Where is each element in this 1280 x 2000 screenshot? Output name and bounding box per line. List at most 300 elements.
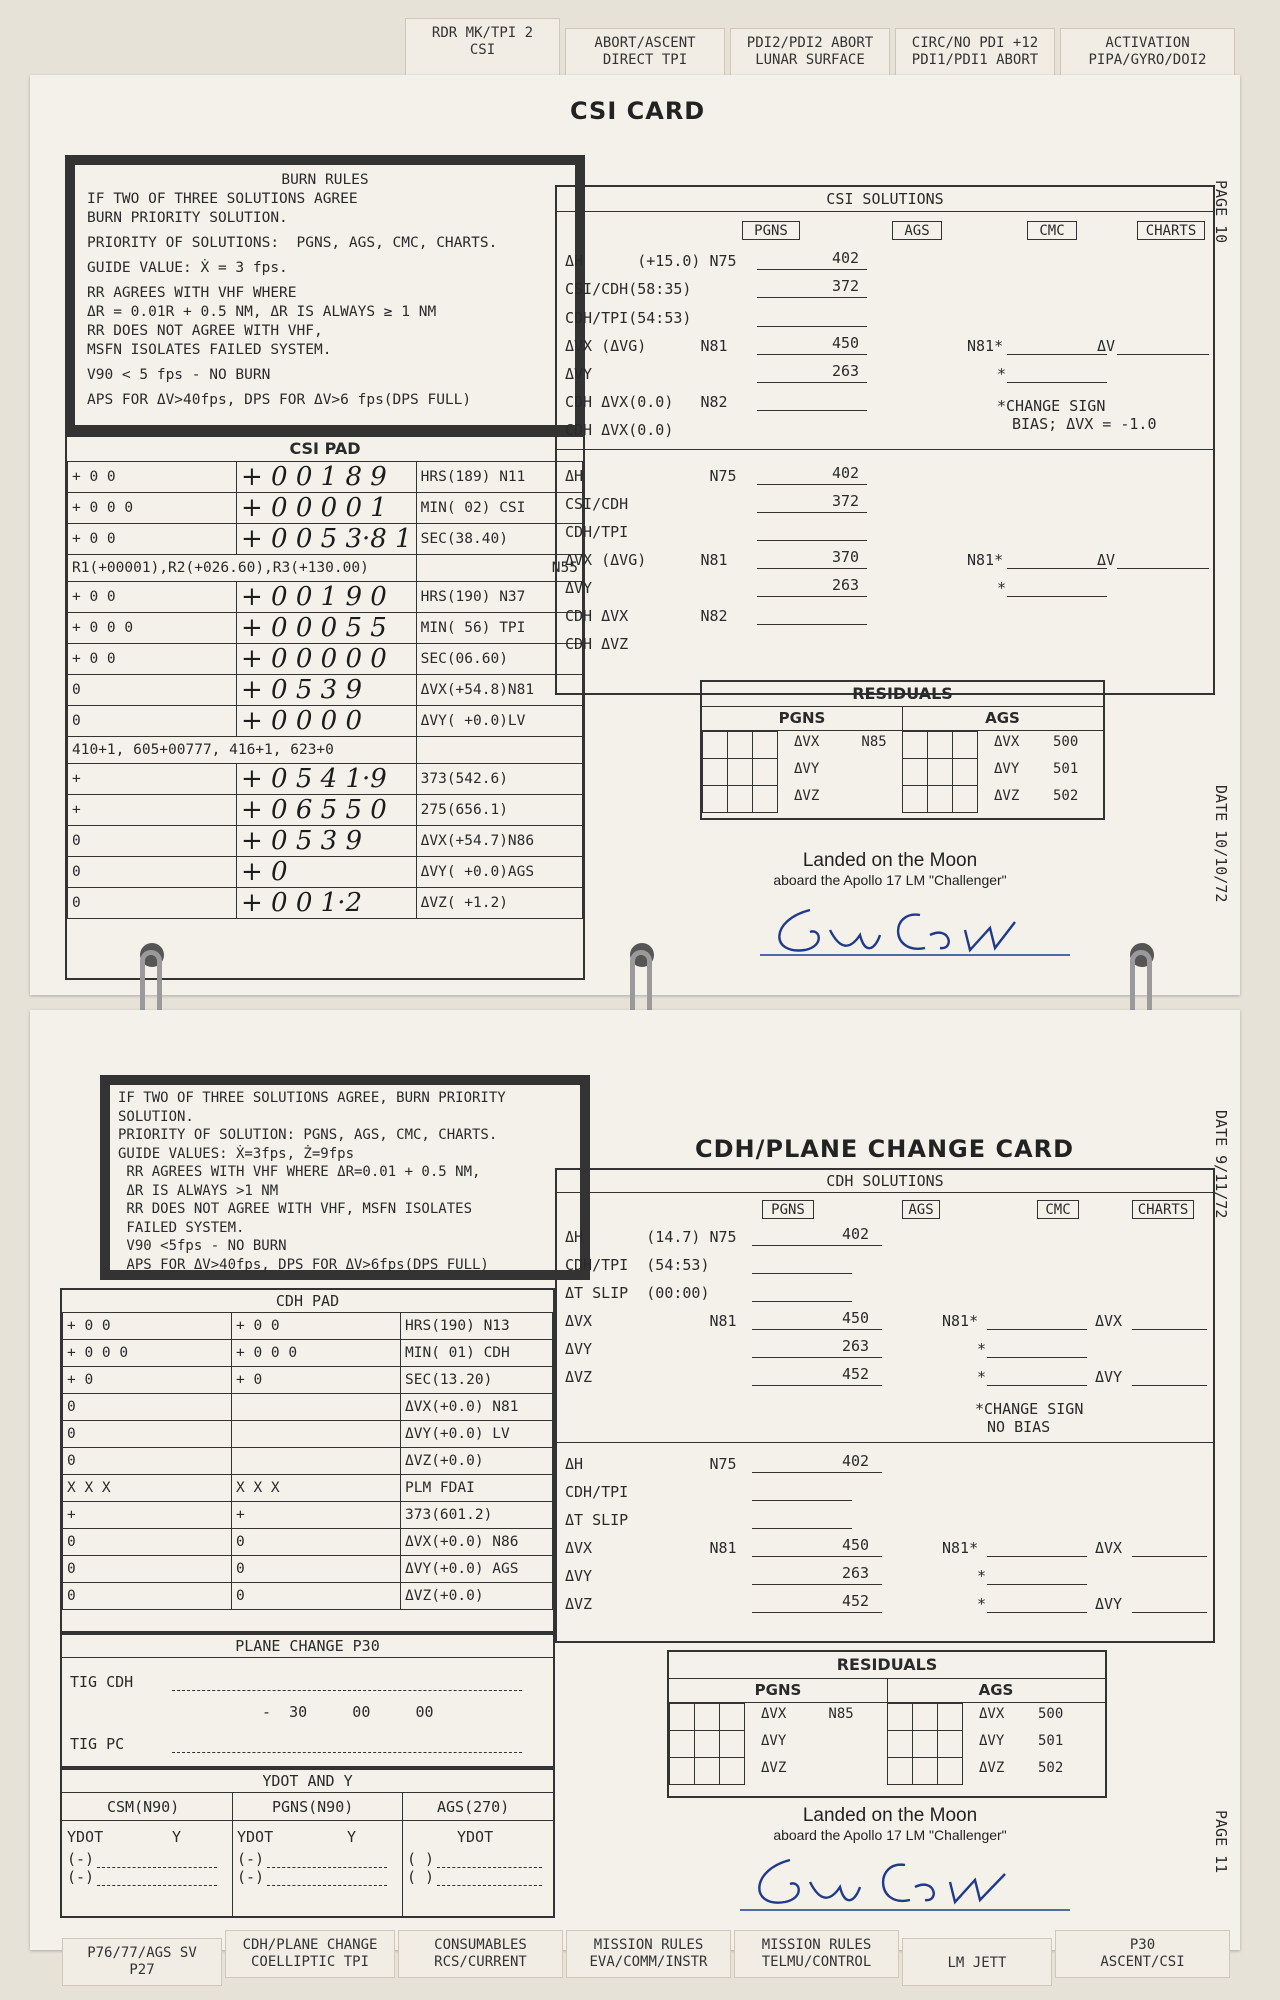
pad-digits[interactable]: 0	[232, 1556, 401, 1583]
sol-value: 372	[832, 277, 860, 295]
res-label: ΔVZ	[761, 1760, 787, 1776]
sol-value: 370	[832, 548, 860, 566]
sol-value: 402	[842, 1452, 870, 1470]
pad-left: + 0 0	[68, 524, 237, 555]
residuals-ags-header: AGS	[902, 706, 1103, 731]
csi-pad-title: CSI PAD	[67, 437, 583, 462]
pad-digits[interactable]: + 0 0 0 0 1	[237, 493, 417, 524]
rule-line: ΔR IS ALWAYS >1 NM	[118, 1182, 279, 1199]
cdh-pad	[60, 1288, 555, 1633]
entry-line	[757, 540, 867, 541]
dvy-label: ΔVY	[1095, 1368, 1123, 1386]
pad-row	[68, 462, 583, 493]
pad-full: R1(+00001),R2(+026.60),R3(+130.00)	[68, 555, 417, 582]
y-label: Y	[347, 1828, 357, 1846]
pad-left: +	[63, 1502, 232, 1529]
signature	[730, 1830, 1090, 1925]
entry-line	[987, 1329, 1087, 1330]
pad-digits[interactable]: + 0 0 0 0	[237, 706, 417, 737]
grid-cell[interactable]	[720, 1758, 745, 1785]
rule-line: SOLUTION.	[118, 1108, 194, 1125]
entry-line	[757, 354, 867, 355]
pad-digits[interactable]	[232, 1448, 401, 1475]
pad-digits[interactable]: + 0 0 1 8 9	[237, 462, 417, 493]
pad-row	[68, 764, 583, 795]
pad-right: N55	[416, 555, 582, 582]
entry-line	[752, 1612, 882, 1613]
residuals-pgns-header: PGNS	[669, 1678, 888, 1703]
plane-change-title: PLANE CHANGE P30	[62, 1635, 553, 1658]
res-label: ΔVY	[761, 1733, 787, 1749]
entry-line	[757, 484, 867, 485]
entry-line[interactable]	[97, 1867, 217, 1868]
grid-cell[interactable]	[903, 786, 928, 813]
entry-line	[987, 1612, 1087, 1613]
entry-line	[1117, 354, 1209, 355]
entry-line	[752, 1357, 882, 1358]
sol-value: 450	[832, 334, 860, 352]
residuals-pgns-header: PGNS	[702, 706, 903, 731]
tab-pdi2-abort[interactable]: PDI2/PDI2 ABORT LUNAR SURFACE	[730, 28, 890, 76]
entry-line[interactable]	[97, 1885, 217, 1886]
rule-line: RR AGREES WITH VHF WHERE	[87, 285, 297, 301]
paren-label: ( )	[407, 1868, 435, 1886]
sol-value: 450	[842, 1309, 870, 1327]
grid-cell[interactable]	[938, 1731, 963, 1758]
dvy-label: ΔVY	[1095, 1595, 1123, 1613]
pad-row	[63, 1421, 553, 1448]
pad-label: ΔVZ(+0.0)	[401, 1583, 553, 1610]
pad-left: 0	[63, 1421, 232, 1448]
sol-line: CDH ΔVX(0.0)	[565, 421, 674, 439]
sol-line: CDH ΔVX(0.0) N82	[565, 393, 728, 411]
entry-line	[757, 410, 867, 411]
tab-mission-rules-eva[interactable]: MISSION RULES EVA/COMM/INSTR	[566, 1930, 731, 1978]
sol-line: ΔVX (ΔVG) N81	[565, 337, 728, 355]
pad-row	[68, 582, 583, 613]
pad-digits[interactable]: + 0	[237, 857, 417, 888]
pad-left: 0	[68, 826, 237, 857]
entry-line	[1117, 568, 1209, 569]
pad-label: 373(542.6)	[416, 764, 582, 795]
ydot-label: YDOT	[237, 1828, 274, 1846]
grid-cell[interactable]	[888, 1731, 913, 1758]
rule-line: MSFN ISOLATES FAILED SYSTEM.	[87, 342, 332, 358]
dv-label: ΔV	[1097, 551, 1116, 569]
aboard-text: aboard the Apollo 17 LM "Challenger"	[773, 1827, 1007, 1843]
page-title: CSI CARD	[570, 97, 706, 125]
pad-digits[interactable]: 0	[232, 1529, 401, 1556]
ydot-box	[60, 1768, 555, 1918]
pad-row	[68, 888, 583, 919]
grid-cell[interactable]	[695, 1731, 720, 1758]
residuals-box	[700, 680, 1105, 820]
sol-line: ΔVY	[565, 579, 593, 597]
entry-line	[1132, 1612, 1207, 1613]
grid-cell[interactable]	[753, 759, 778, 786]
pad-digits[interactable]: + 0 6 5 5 0	[237, 795, 417, 826]
tab-cdh-plane-change[interactable]: CDH/PLANE CHANGE COELLIPTIC TPI	[225, 1930, 395, 1978]
pad-digits[interactable]	[232, 1421, 401, 1448]
chip-ags[interactable]: AGS	[892, 221, 942, 240]
grid-cell[interactable]	[728, 786, 753, 813]
entry-line[interactable]	[267, 1867, 387, 1868]
page-number: PAGE 11	[1212, 1810, 1230, 1874]
entry-line	[752, 1273, 852, 1274]
grid-cell[interactable]	[928, 759, 953, 786]
pad-label: HRS(190) N13	[401, 1313, 553, 1340]
entry-line	[1132, 1329, 1207, 1330]
grid-cell[interactable]	[913, 1731, 938, 1758]
rule-line: BURN PRIORITY SOLUTION.	[87, 210, 288, 226]
sol-line: CDH ΔVZ	[565, 635, 629, 653]
csi-card-page	[30, 75, 1240, 995]
sol-value: 263	[842, 1337, 870, 1355]
csi-pad-table	[67, 461, 583, 919]
sol-line: ΔVZ	[565, 1368, 593, 1386]
res-label: ΔVY	[794, 761, 820, 777]
paren-label: ( )	[407, 1850, 435, 1868]
neg-label: (-)	[67, 1850, 95, 1868]
entry-line	[987, 1584, 1087, 1585]
grid-cell[interactable]	[913, 1758, 938, 1785]
pad-label: MIN( 02) CSI	[416, 493, 582, 524]
pad-digits[interactable]: + 0 0 0 5 5	[237, 613, 417, 644]
cdh-solutions-box	[555, 1168, 1215, 1643]
entry-line	[752, 1472, 882, 1473]
grid-cell[interactable]	[720, 1704, 745, 1731]
entry-line	[1007, 568, 1107, 569]
pad-row	[68, 524, 583, 555]
cdh-pad-title: CDH PAD	[62, 1290, 553, 1313]
pad-row	[63, 1583, 553, 1610]
residual-grid	[702, 731, 778, 813]
pad-row	[68, 675, 583, 706]
res-label: ΔVX 500	[994, 734, 1079, 750]
tab-p76-ags[interactable]: P76/77/AGS SV P27	[62, 1938, 222, 1986]
grid-cell[interactable]	[670, 1704, 695, 1731]
res-label: ΔVY 501	[979, 1733, 1064, 1749]
pad-row	[68, 613, 583, 644]
burn-rules-title: BURN RULES	[281, 172, 369, 188]
entry-line	[1007, 382, 1107, 383]
grid-cell[interactable]	[903, 759, 928, 786]
grid-cell[interactable]	[703, 732, 728, 759]
ydot-label: YDOT	[457, 1828, 494, 1846]
ydot-col: PGNS(N90)	[272, 1798, 354, 1816]
rule-line: ΔR = 0.01R + 0.5 NM, ΔR IS ALWAYS ≥ 1 NM	[87, 304, 437, 320]
pad-label: HRS(189) N11	[416, 462, 582, 493]
burn-rules-box	[100, 1075, 590, 1280]
change-sign-note: *CHANGE SIGN	[997, 397, 1106, 415]
tig-delta: - 30 00 00	[262, 1703, 434, 1721]
entry-line	[987, 1357, 1087, 1358]
tig-cdh-label: TIG CDH	[70, 1673, 134, 1691]
entry-line	[757, 568, 867, 569]
grid-cell[interactable]	[913, 1704, 938, 1731]
star-label: *	[997, 365, 1007, 383]
pad-label: 373(601.2)	[401, 1502, 553, 1529]
pad-label: ΔVX(+54.8)N81	[416, 675, 582, 706]
pad-digits[interactable]: 0	[232, 1583, 401, 1610]
sol-value: 402	[832, 464, 860, 482]
sol-line: CDH/TPI (54:53)	[565, 1256, 710, 1274]
entry-line	[752, 1528, 852, 1529]
grid-cell[interactable]	[703, 759, 728, 786]
pad-label: ΔVY(+0.0) LV	[401, 1421, 553, 1448]
pad-label: SEC(38.40)	[416, 524, 582, 555]
tab-circ-no-pdi[interactable]: CIRC/NO PDI +12 PDI1/PDI1 ABORT	[895, 28, 1055, 76]
residual-grid	[902, 731, 978, 813]
grid-cell[interactable]	[928, 732, 953, 759]
pad-row	[68, 737, 583, 764]
date-label: DATE 10/10/72	[1212, 785, 1230, 903]
sol-line: CSI/CDH(58:35)	[565, 280, 692, 298]
entry-line	[757, 382, 867, 383]
pad-digits[interactable]: + 0 5 3 9	[237, 675, 417, 706]
star-label: *	[977, 1595, 987, 1613]
sol-line: ΔT SLIP	[565, 1511, 629, 1529]
entry-line	[757, 326, 867, 327]
pad-digits[interactable]	[232, 1394, 401, 1421]
rule-line: RR DOES NOT AGREE WITH VHF, MSFN ISOLATES	[118, 1201, 473, 1217]
rule-line: APS FOR ΔV>40fps, DPS FOR ΔV>6 fps(DPS FULL)	[87, 392, 472, 408]
rule-line: RR AGREES WITH VHF WHERE ΔR=0.01 + 0.5 NM,	[118, 1164, 481, 1180]
res-label: ΔVX N85	[794, 734, 887, 750]
sol-value: 452	[842, 1592, 870, 1610]
tab-lm-jett[interactable]: LM JETT	[902, 1938, 1052, 1986]
sol-line: CDH/TPI	[565, 523, 629, 541]
divider	[232, 1792, 233, 1916]
divider	[62, 1820, 553, 1821]
grid-cell[interactable]	[720, 1731, 745, 1758]
residual-grid	[887, 1703, 963, 1785]
pad-digits[interactable]: + 0 5 4 1·9	[237, 764, 417, 795]
sol-line: ΔVY	[565, 1567, 593, 1585]
cdh-pad-table	[62, 1312, 553, 1610]
pad-left: 0	[63, 1529, 232, 1556]
star-label: *	[977, 1340, 987, 1358]
chip-pgns[interactable]: PGNS	[742, 221, 800, 240]
pad-left: 0	[68, 675, 237, 706]
grid-cell[interactable]	[670, 1758, 695, 1785]
pad-label: HRS(190) N37	[416, 582, 582, 613]
grid-cell[interactable]	[703, 786, 728, 813]
sol-line: ΔVY	[565, 1340, 593, 1358]
grid-cell[interactable]	[938, 1704, 963, 1731]
entry-line[interactable]	[437, 1867, 542, 1868]
grid-cell[interactable]	[753, 732, 778, 759]
pad-label: ΔVX(+0.0) N81	[401, 1394, 553, 1421]
chip-pgns[interactable]: PGNS	[762, 1200, 814, 1219]
grid-cell[interactable]	[753, 786, 778, 813]
sol-line: CDH/TPI(54:53)	[565, 309, 692, 327]
pad-row	[63, 1313, 553, 1340]
pad-left: X X X	[63, 1475, 232, 1502]
rule-line: V90 <5fps - NO BURN	[118, 1238, 287, 1254]
chip-cmc[interactable]: CMC	[1037, 1200, 1079, 1219]
grid-cell[interactable]	[938, 1758, 963, 1785]
entry-line	[1132, 1556, 1207, 1557]
pad-left: + 0 0 0	[63, 1340, 232, 1367]
pad-left: + 0 0	[63, 1313, 232, 1340]
grid-cell[interactable]	[888, 1704, 913, 1731]
pad-left: + 0 0	[68, 462, 237, 493]
grid-cell[interactable]	[953, 786, 978, 813]
pad-digits[interactable]: X X X	[232, 1475, 401, 1502]
grid-cell[interactable]	[695, 1758, 720, 1785]
pad-row	[68, 857, 583, 888]
sol-line: ΔT SLIP (00:00)	[565, 1284, 710, 1302]
pad-label: ΔVX(+0.0) N86	[401, 1529, 553, 1556]
ydot-col: CSM(N90)	[107, 1798, 180, 1816]
chip-ags[interactable]: AGS	[902, 1200, 940, 1219]
pad-label: MIN( 01) CDH	[401, 1340, 553, 1367]
tab-p30-ascent[interactable]: P30 ASCENT/CSI	[1055, 1930, 1230, 1978]
pad-row	[63, 1340, 553, 1367]
star-label: *	[997, 579, 1007, 597]
csi-solutions-box	[555, 185, 1215, 695]
pad-label: MIN( 56) TPI	[416, 613, 582, 644]
sol-value: 452	[842, 1365, 870, 1383]
sol-line: ΔVX N81	[565, 1539, 737, 1557]
aboard-text: aboard the Apollo 17 LM "Challenger"	[773, 872, 1007, 888]
pad-row	[68, 795, 583, 826]
entry-line[interactable]	[267, 1885, 387, 1886]
tab-rdr-mk-csi[interactable]: RDR MK/TPI 2 CSI	[405, 18, 560, 76]
star-label: *	[977, 1567, 987, 1585]
pad-label: ΔVY(+0.0) AGS	[401, 1556, 553, 1583]
pad-digits[interactable]: + 0 5 3 9	[237, 826, 417, 857]
entry-line	[1007, 596, 1107, 597]
page-number: PAGE 10	[1212, 180, 1230, 244]
pad-label: ΔVY( +0.0)AGS	[416, 857, 582, 888]
pad-row	[63, 1367, 553, 1394]
entry-line	[987, 1385, 1087, 1386]
sol-value: 263	[842, 1564, 870, 1582]
res-label: ΔVZ	[794, 788, 820, 804]
sol-value: 402	[832, 249, 860, 267]
pad-digits[interactable]: + 0 0 5 3·8 1	[237, 524, 417, 555]
tig-pc-label: TIG PC	[70, 1735, 125, 1753]
sol-line: CDH/TPI	[565, 1483, 629, 1501]
pad-left: 0	[63, 1448, 232, 1475]
pad-row	[63, 1475, 553, 1502]
grid-cell[interactable]	[928, 786, 953, 813]
dvx-label: ΔVX	[1095, 1312, 1123, 1330]
chip-charts[interactable]: CHARTS	[1132, 1200, 1194, 1219]
pad-row	[63, 1502, 553, 1529]
res-label: ΔVX N85	[761, 1706, 854, 1722]
rule-line: FAILED SYSTEM.	[118, 1219, 245, 1236]
entry-line	[757, 596, 867, 597]
pad-digits[interactable]: + 0 0	[232, 1313, 401, 1340]
pad-digits[interactable]: + 0 0 0	[232, 1340, 401, 1367]
sol-value: 263	[832, 362, 860, 380]
entry-line	[752, 1385, 882, 1386]
sol-line: ΔVX N81	[565, 1312, 737, 1330]
chip-charts[interactable]: CHARTS	[1137, 221, 1205, 240]
sol-line: ΔH (+15.0) N75	[565, 252, 737, 270]
pad-digits[interactable]: + 0	[232, 1367, 401, 1394]
pad-label: SEC(06.60)	[416, 644, 582, 675]
divider	[402, 1792, 403, 1916]
grid-cell[interactable]	[953, 732, 978, 759]
entry-line	[757, 269, 867, 270]
pad-row	[68, 826, 583, 857]
sol-value: 450	[842, 1536, 870, 1554]
residuals-box	[667, 1650, 1107, 1798]
pad-digits[interactable]: + 0 0 1·2	[237, 888, 417, 919]
sol-value: 372	[832, 492, 860, 510]
pad-left: + 0 0 0	[68, 493, 237, 524]
cdh-solutions-title: CDH SOLUTIONS	[557, 1170, 1213, 1193]
change-sign-note: *CHANGE SIGN	[975, 1400, 1084, 1418]
y-label: Y	[172, 1828, 182, 1846]
pad-row	[63, 1529, 553, 1556]
burn-rules-box	[65, 155, 585, 435]
pad-label: SEC(13.20)	[401, 1367, 553, 1394]
tab-mission-rules-telmu[interactable]: MISSION RULES TELMU/CONTROL	[734, 1930, 899, 1978]
sol-line: CSI/CDH	[565, 495, 629, 513]
grid-cell[interactable]	[888, 1758, 913, 1785]
neg-label: (-)	[67, 1868, 95, 1886]
grid-cell[interactable]	[695, 1704, 720, 1731]
entry-line	[757, 624, 867, 625]
pad-left: + 0 0	[68, 644, 237, 675]
grid-cell[interactable]	[903, 732, 928, 759]
pad-row	[63, 1448, 553, 1475]
grid-cell[interactable]	[728, 732, 753, 759]
entry-line	[987, 1556, 1087, 1557]
pad-full: 410+1, 605+00777, 416+1, 623+0	[68, 737, 417, 764]
pad-label: ΔVY( +0.0)LV	[416, 706, 582, 737]
pad-digits[interactable]: + 0 0 0 0 0	[237, 644, 417, 675]
pad-row	[68, 555, 583, 582]
tab-activation[interactable]: ACTIVATION PIPA/GYRO/DOI2	[1060, 28, 1235, 76]
csi-solutions-title: CSI SOLUTIONS	[557, 187, 1213, 212]
entry-line[interactable]	[437, 1885, 542, 1886]
rule-line: GUIDE VALUE: Ẋ = 3 fps.	[87, 260, 288, 276]
rule-line: IF TWO OF THREE SOLUTIONS AGREE	[87, 191, 358, 207]
grid-cell[interactable]	[953, 759, 978, 786]
chip-cmc[interactable]: CMC	[1027, 221, 1077, 240]
neg-label: (-)	[237, 1868, 265, 1886]
pad-row	[68, 493, 583, 524]
no-bias-note: NO BIAS	[987, 1418, 1051, 1436]
ydot-col: AGS(270)	[437, 1798, 510, 1816]
entry-line[interactable]	[172, 1752, 522, 1753]
ydot-title: YDOT AND Y	[62, 1770, 553, 1793]
res-label: ΔVZ 502	[979, 1760, 1064, 1776]
tab-abort-ascent[interactable]: ABORT/ASCENT DIRECT TPI	[565, 28, 725, 76]
star-label: *	[977, 1368, 987, 1386]
divider	[557, 1442, 1213, 1443]
pad-left: 0	[68, 857, 237, 888]
pad-label: ΔVX(+54.7)N86	[416, 826, 582, 857]
tab-consumables[interactable]: CONSUMABLES RCS/CURRENT	[398, 1930, 563, 1978]
rule-line: GUIDE VALUES: Ẋ=3fps, Ż=9fps	[118, 1145, 355, 1162]
residuals-title: RESIDUALS	[702, 682, 1103, 707]
pad-left: 0	[68, 888, 237, 919]
grid-cell[interactable]	[728, 759, 753, 786]
pad-digits[interactable]: +	[232, 1502, 401, 1529]
pad-right	[416, 737, 582, 764]
residuals-title: RESIDUALS	[669, 1652, 1105, 1679]
entry-line[interactable]	[172, 1690, 522, 1691]
pad-digits[interactable]: + 0 0 1 9 0	[237, 582, 417, 613]
grid-cell[interactable]	[670, 1731, 695, 1758]
